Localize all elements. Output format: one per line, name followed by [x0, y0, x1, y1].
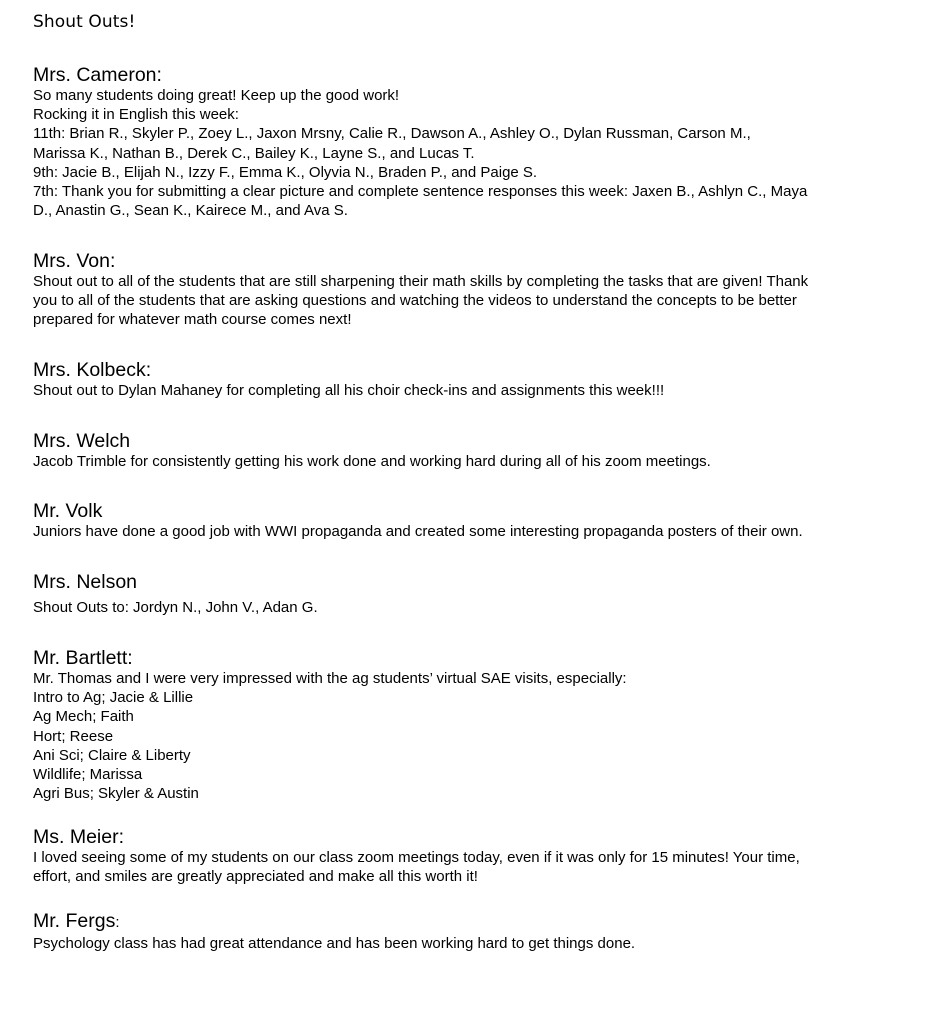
- shout-out-line: Hort; Reese: [33, 727, 114, 745]
- shout-out-line: 11th: Brian R., Skyler P., Zoey L., Jaxon Mrsny, Calie R., Dawson A., Ashley O., Dylan Russman, Carson M.,: [33, 125, 751, 143]
- teacher-name: [33, 910, 878, 934]
- shout-out-line: prepared for whatever math course comes next!: [33, 311, 352, 329]
- shout-out-line: Rocking it in English this week:: [33, 106, 239, 124]
- shout-out-line: 7th: Thank you for submitting a clear picture and complete sentence responses this week: Jaxen B., Ashlyn C., Maya: [33, 183, 808, 201]
- shout-out-line: effort, and smiles are greatly appreciated and make all this worth it!: [33, 868, 478, 886]
- shout-out-line: 9th: Jacie B., Elijah N., Izzy F., Emma K., Olyvia N., Braden P., and Paige S.: [33, 163, 538, 181]
- teacher-name: Ms. Meier:: [33, 826, 125, 848]
- teacher-name: Mrs. Kolbeck:: [33, 359, 152, 381]
- document-title: Shout Outs!: [33, 12, 136, 32]
- shout-out-line: Jacob Trimble for consistently getting his work done and working hard during all of his zoom meetings.: [33, 453, 711, 470]
- teacher-name-text: Mr. Fergs: [33, 910, 116, 932]
- teacher-name: Mrs. Nelson: [33, 571, 138, 593]
- shout-out-line: Agri Bus; Skyler & Austin: [33, 785, 199, 803]
- section-mr-fergs: [33, 910, 878, 953]
- shout-out-line: Shout Outs to: Jordyn N., John V., Adan G.: [33, 599, 318, 616]
- shout-out-line: Ag Mech; Faith: [33, 708, 134, 726]
- shout-out-line: So many students doing great! Keep up the good work!: [33, 87, 400, 104]
- shout-out-line: I loved seeing some of my students on our class zoom meetings today, even if it was only for 15 minutes! Your time,: [33, 849, 800, 866]
- section-mrs-cameron: [33, 64, 878, 220]
- teacher-name: Mrs. Welch: [33, 430, 131, 452]
- shout-out-line: Juniors have done a good job with WWI propaganda and created some interesting propaganda posters of their own.: [33, 523, 803, 540]
- teacher-name: Mr. Volk: [33, 500, 103, 522]
- shout-out-line: Mr. Thomas and I were very impressed with the ag students’ virtual SAE visits, especially:: [33, 670, 627, 687]
- shout-out-line: Ani Sci; Claire & Liberty: [33, 746, 191, 764]
- shout-out-line: Shout out to all of the students that are still sharpening their math skills by completing the tasks that are given! Thank: [33, 273, 809, 290]
- section-mr-bartlett: [33, 647, 878, 803]
- shout-out-line: Wildlife; Marissa: [33, 766, 143, 784]
- teacher-name: Mr. Bartlett:: [33, 647, 133, 669]
- section-ms-meier: [33, 826, 878, 886]
- shout-out-line: Shout out to Dylan Mahaney for completing all his choir check-ins and assignments this week!!!: [33, 382, 665, 399]
- section-mrs-welch: [33, 430, 878, 471]
- shout-out-line: Marissa K., Nathan B., Derek C., Bailey K., Layne S., and Lucas T.: [33, 144, 475, 162]
- shout-out-line: D., Anastin G., Sean K., Kairece M., and Ava S.: [33, 202, 348, 220]
- section-mr-volk: [33, 500, 878, 541]
- teacher-name-colon: :: [115, 914, 120, 931]
- shout-out-line: Psychology class has had great attendance and has been working hard to get things done.: [33, 935, 636, 952]
- section-mrs-nelson: [33, 571, 878, 617]
- section-mrs-kolbeck: [33, 359, 878, 400]
- section-mrs-von: [33, 250, 878, 330]
- teacher-name: Mrs. Von:: [33, 250, 116, 272]
- teacher-name: Mrs. Cameron:: [33, 64, 162, 86]
- shout-out-line: Intro to Ag; Jacie & Lillie: [33, 689, 194, 707]
- shout-out-line: you to all of the students that are asking questions and watching the videos to understand the concepts to be better: [33, 292, 797, 310]
